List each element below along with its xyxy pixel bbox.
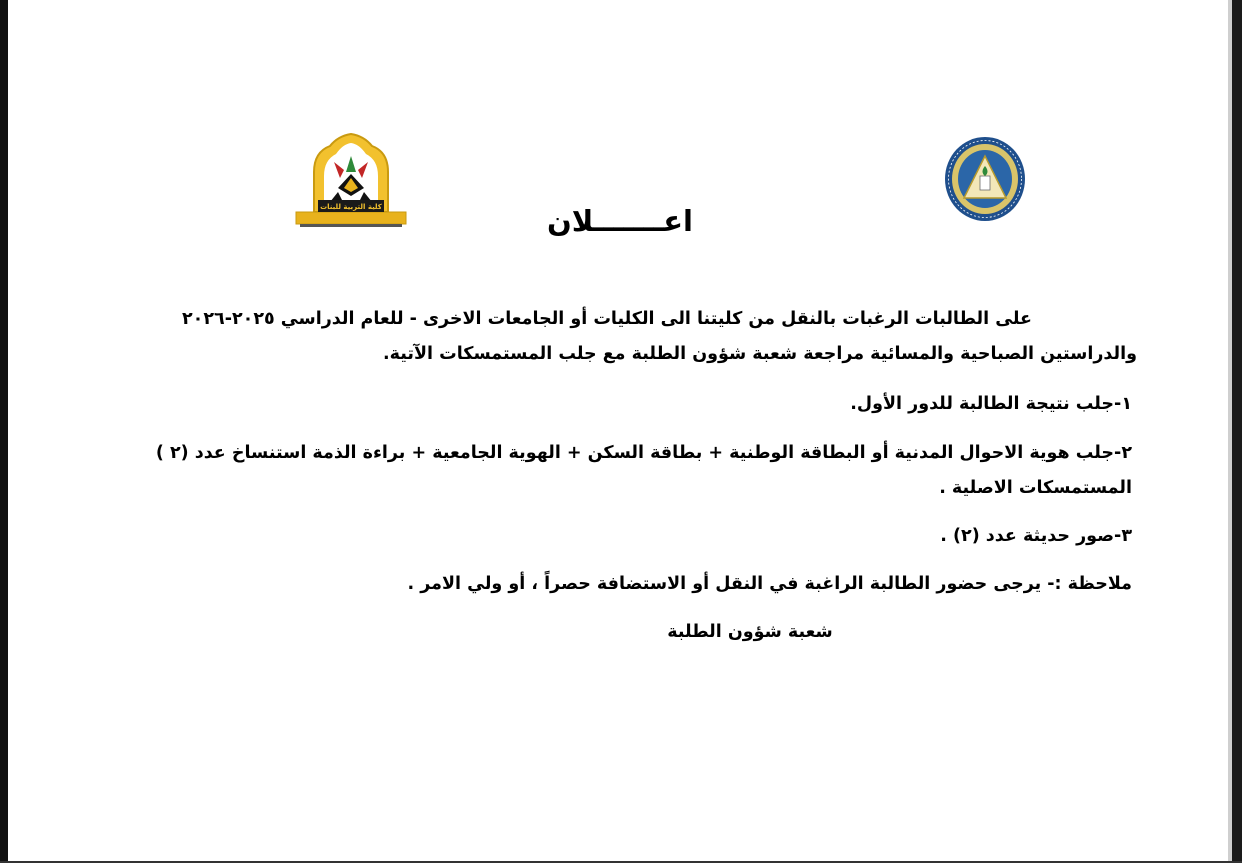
announcement-title: اعـــــــلان xyxy=(547,204,693,238)
svg-text:كلية التربية للبنات: كلية التربية للبنات xyxy=(320,203,382,211)
university-seal xyxy=(944,136,1026,222)
college-logo xyxy=(294,132,408,228)
requirement-item-1: ١-جلب نتيجة الطالبة للدور الأول. xyxy=(850,394,1132,414)
college-logo-icon xyxy=(294,132,408,228)
intro-line-2: والدراستين الصباحية والمسائية مراجعة شعبة شؤون الطلبة مع جلب المستمسكات الآتية. xyxy=(383,344,1137,364)
note-text: ملاحظة :- يرجى حضور الطالبة الراغبة في النقل أو الاستضافة حصراً ، أو ولي الامر . xyxy=(407,574,1132,594)
signature-text: شعبة شؤون الطلبة xyxy=(667,622,833,642)
page-right-border xyxy=(1232,0,1242,863)
intro-line-1: على الطالبات الرغبات بالنقل من كليتنا الى الكليات أو الجامعات الاخرى - للعام الدراسي ٢٠٢٥-٢٠٢٦ xyxy=(181,309,1032,329)
requirement-item-3: ٣-صور حديثة عدد (٢) . xyxy=(940,526,1132,546)
university-seal-icon xyxy=(944,136,1026,222)
requirement-item-2-line-2: المستمسكات الاصلية . xyxy=(939,478,1132,498)
page-left-border xyxy=(0,0,8,863)
requirement-item-2-line-1: ٢-جلب هوية الاحوال المدنية أو البطاقة الوطنية + بطاقة السكن + الهوية الجامعية + براءة الذمة استنساخ عدد (٢ ) xyxy=(155,443,1132,463)
